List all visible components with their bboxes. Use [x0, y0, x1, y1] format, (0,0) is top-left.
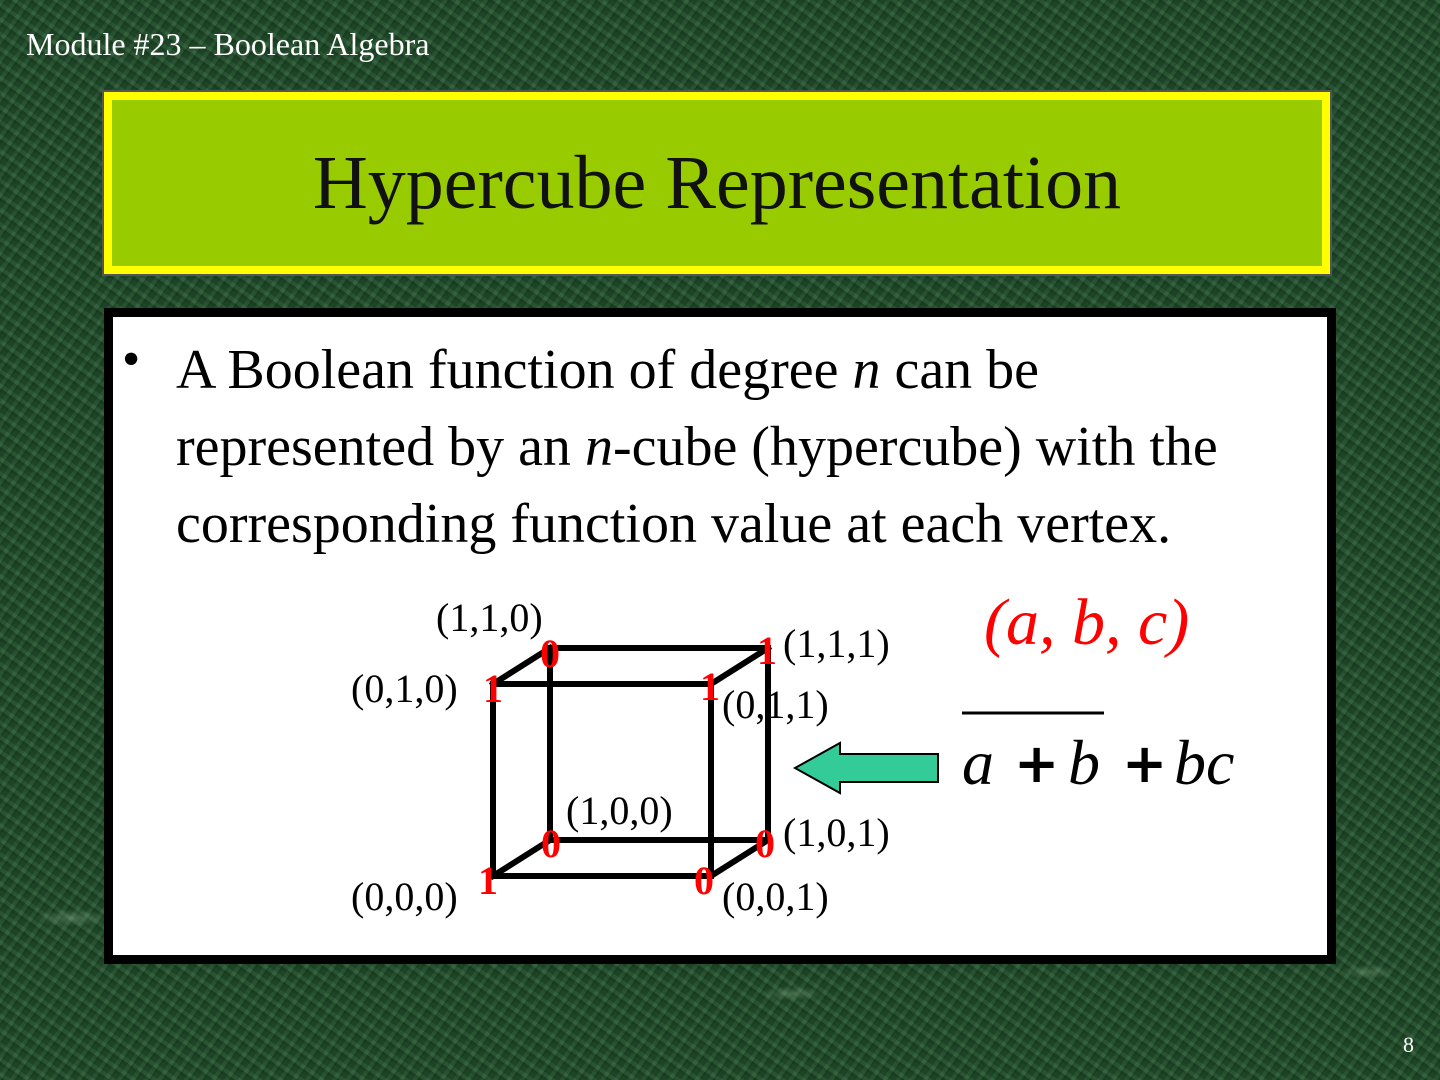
slide-title: Hypercube Representation: [312, 140, 1122, 225]
bullet-text-part1: A Boolean function of degree: [176, 339, 853, 401]
vertex-label-111: (1,1,1): [783, 621, 890, 666]
bullet-text-part3: -cube (hypercube) with the corresponding function value at each vertex.: [176, 416, 1218, 555]
vertex-label-001: (0,0,1): [722, 874, 829, 919]
bullet-var-n2: n: [584, 416, 613, 478]
expr-term-bc: bc: [1174, 727, 1235, 798]
left-arrow-icon: [795, 743, 938, 793]
vertex-value-000: 1: [478, 858, 498, 903]
vertex-label-110: (1,1,0): [436, 595, 543, 640]
vertex-value-011: 1: [700, 664, 720, 709]
bullet-var-n: n: [852, 339, 881, 401]
vertex-label-100: (1,0,0): [566, 788, 673, 833]
vertex-value-001: 0: [694, 858, 714, 903]
bullet-marker: •: [122, 331, 141, 388]
expr-term-b: b: [1068, 727, 1100, 798]
vertex-value-110: 0: [540, 631, 560, 676]
expr-term-a: a: [962, 727, 994, 798]
bullet-text-part2: can be represented by an: [176, 339, 1040, 478]
page-number: 8: [1403, 1032, 1414, 1057]
vertex-label-010: (0,1,0): [351, 666, 458, 711]
vertex-value-111: 1: [757, 628, 777, 673]
cube-front-face: [493, 684, 711, 876]
expr-op-plus: +: [1122, 732, 1168, 795]
slide-header: Module #23 – Boolean Algebra: [26, 26, 430, 62]
vertex-label-101: (1,0,1): [783, 810, 890, 855]
vertex-label-011: (0,1,1): [722, 682, 829, 727]
vertex-value-101: 0: [755, 821, 775, 866]
vertex-value-010: 1: [483, 666, 503, 711]
expr-op-plus: +: [1014, 732, 1060, 795]
vertex-value-100: 0: [541, 821, 561, 866]
tuple-label: (a, b, c): [984, 586, 1190, 659]
vertex-label-000: (0,0,0): [351, 874, 458, 919]
